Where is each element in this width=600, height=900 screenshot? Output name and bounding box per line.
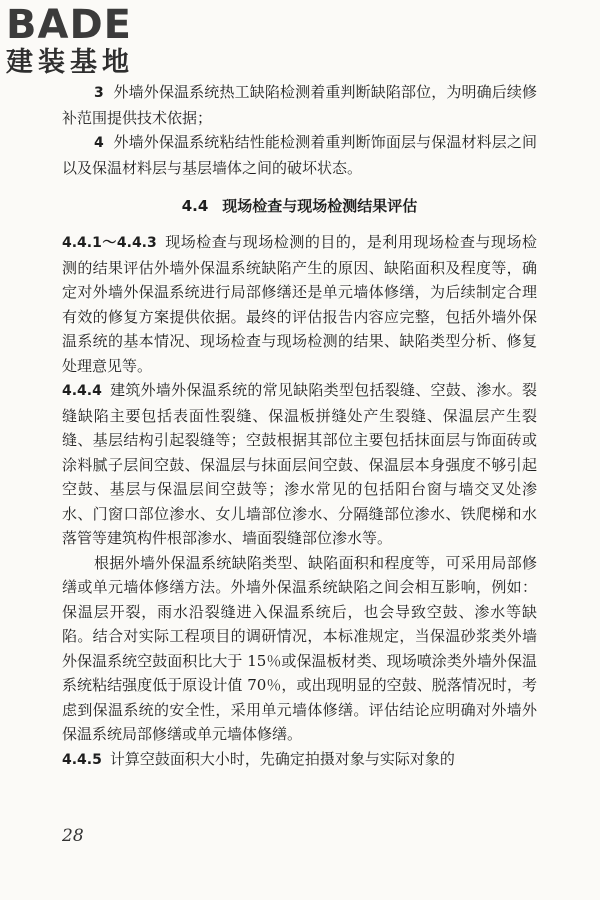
logo-brand: BADE [6, 2, 132, 48]
clause-text: 现场检查与现场检测的目的，是利用现场检查与现场检测的结果评估外墙外保温系统缺陷产生的原因、缺陷面积及程度等，确定对外墙外保温系统进行局部修缮还是单元墙体修缮，为后续制定合理有效的修复方案提供依据。最终的评估报告内容应完整，包括外墙外保温系统的基本情况、现场检查与现场检测的结果、缺陷类型分析、修复处理意见等。 [62, 233, 537, 375]
clause-4-4-5 [62, 747, 537, 773]
clause-number: 4.4.1～4.4.3 [62, 235, 157, 251]
section-number: 4.4 [181, 197, 209, 215]
clause-number: 4.4.5 [62, 751, 102, 768]
clause-4-4-4 [62, 378, 537, 551]
list-item-text: 外墙外保温系统热工缺陷检测着重判断缺陷部位，为明确后续修补范围提供技术依据； [62, 83, 537, 127]
clause-text: 计算空鼓面积大小时，先确定拍摄对象与实际对象的 [109, 749, 455, 768]
section-heading [62, 194, 537, 218]
list-item-4 [62, 130, 537, 180]
clause-number: 4.4.4 [62, 383, 102, 399]
body-paragraph: 根据外墙外保温系统缺陷类型、缺陷面积和程度等，可采用局部修缮或单元墙体修缮方法。外墙外保温系统缺陷之间会相互影响，例如：保温层开裂，雨水沿裂缝进入保温系统后，也会导致空鼓、渗水等缺陷。结合对实际工程项目的调研情况，本标准规定，当保温砂浆类外墙外保温系统空鼓面积比大于 15％或保温板材类、现场喷涂类外墙外保温系统粘结强度低于原设计值 70％，或出现明显的空鼓、脱落情况时，考虑到保温系统的安全性，采用单元墙体修缮。评估结论应明确对外墙外保温系统局部修缮或单元墙体修缮。 [62, 553, 537, 743]
logo-subtitle: 建装基地 [6, 47, 134, 78]
document-body [62, 80, 537, 772]
section-title: 现场检查与现场检测结果评估 [222, 197, 418, 215]
clause-4-4-1 [62, 230, 537, 378]
list-item-number: 3 [94, 85, 104, 101]
page-number: 28 [62, 826, 84, 846]
list-item-number: 4 [94, 135, 104, 151]
list-item-3 [62, 80, 537, 130]
clause-text: 建筑外墙外保温系统的常见缺陷类型包括裂缝、空鼓、渗水。裂缝缺陷主要包括表面性裂缝、保温板拼缝处产生裂缝、保温层产生裂缝、基层结构引起裂缝等；空鼓根据其部位主要包括抹面层与饰面砖或涂料腻子层间空鼓、保温层与抹面层间空鼓、保温层本身强度不够引起空鼓、基层与保温层间空鼓等；渗水常见的包括阳台窗与墙交叉处渗水、门窗口部位渗水、女儿墙部位渗水、分隔缝部位渗水、铁爬梯和水落管等建筑构件根部渗水、墙面裂缝部位渗水等。 [62, 381, 537, 547]
site-logo [6, 4, 176, 78]
list-item-text: 外墙外保温系统粘结性能检测着重判断饰面层与保温材料层之间以及保温材料层与基层墙体之间的破坏状态。 [62, 133, 537, 177]
